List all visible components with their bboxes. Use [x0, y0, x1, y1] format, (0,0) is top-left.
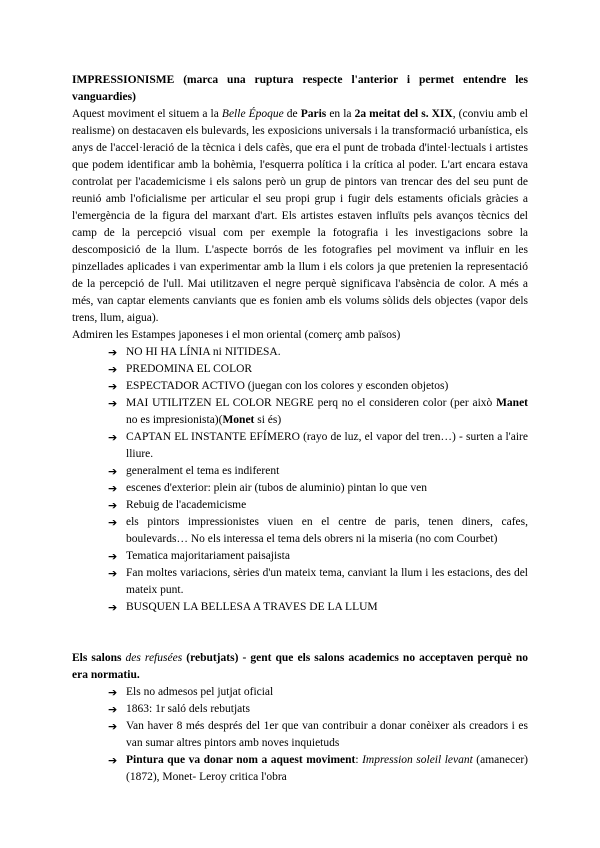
- list-item: [108, 752, 528, 786]
- list-item: [108, 514, 528, 548]
- list-item-text: els pintors impressionistes viuen en el centre de paris, tenen diners, cafes, boulevards… No els interessa el tema dels obrers ni la miseria (no com Courbet): [126, 516, 528, 545]
- list-item: [108, 480, 528, 497]
- arrow-icon: ➔: [108, 567, 118, 580]
- list-item: [108, 684, 528, 701]
- manet-term: Manet: [496, 397, 528, 409]
- arrow-icon: ➔: [108, 431, 118, 444]
- section-heading-impressionisme: IMPRESSIONISME (marca una ruptura respecte l'anterior i permet entendre les vanguardies): [72, 74, 528, 103]
- list-item-text: Fan moltes variacions, sèries d'un mateix tema, canviant la llum i les estacions, des del mateix punt.: [126, 567, 528, 596]
- impressionism-bullet-list: [72, 344, 528, 616]
- list-item: [108, 565, 528, 599]
- list-item-text: PREDOMINA EL COLOR: [126, 363, 253, 375]
- list-item: [108, 344, 528, 361]
- painting-title: Impression soleil levant: [362, 754, 473, 766]
- list-item: [108, 497, 528, 514]
- painting-label: Pintura que va donar nom a aquest moviment: [126, 754, 356, 766]
- document-page: [72, 72, 528, 786]
- list-item: [108, 701, 528, 718]
- belle-epoque-term: Belle Époque: [221, 108, 284, 120]
- intro-text: , (conviu amb el realisme) on destacaven els bulevards, les exposicions universals i la transformació urbanística, els anys de l'accel·leració de la tècnica i dels cafès, que era el punt de trobada d'intel·lectuals i artistes que podem identificar amb la bohèmia, l'esquerra política i la crítica al poder. L'art encara estava controlat per l'academicisme i els salons però un grup de pintors van trencar des del seu punt de reunió amb l'oficialisme per articular el seu propi grup i fugir dels estaments oficials gràcies a l'emergència de la figura del marxant d'art. Els artistes estaven influïts pels avanços tècnics del camp de la percepció visual com per exemple la fotografia i les investigacions sobre la descomposició de la llum. L'aspecte borrós de les fotografies pel moviment va influir en les pinzellades aplicades i van experimentar amb la llum i els colors ja que pretenien la representació de la percepció de l'ull. Mai utilitzaven el negre perquè significava l'absència de color. A més a més, van captar elements canviants que es fonien amb els volums sòlids dels objectes (vapor dels trens, llum, aigua).: [72, 108, 528, 324]
- arrow-icon: ➔: [108, 601, 118, 614]
- paris-term: Paris: [300, 108, 327, 120]
- list-item: [108, 395, 528, 429]
- refusees-term: des refusées: [125, 652, 183, 664]
- list-item-text: (amanecer)(1872), Monet- Leroy critica l'obra: [126, 754, 529, 783]
- intro-text: en la: [326, 108, 355, 120]
- list-item-text: :: [355, 754, 363, 766]
- arrow-icon: ➔: [108, 703, 118, 716]
- list-item: [108, 378, 528, 395]
- list-item-text: ESPECTADOR ACTIVO (juegan con los colores y esconden objetos): [126, 380, 449, 392]
- salons-bullet-list: [72, 684, 528, 786]
- list-item-text: CAPTAN EL INSTANTE EFÍMERO (rayo de luz, el vapor del tren…) - surten a l'aire lliure.: [126, 431, 528, 460]
- intro-text: de: [283, 108, 301, 120]
- arrow-icon: ➔: [108, 380, 118, 393]
- arrow-icon: ➔: [108, 499, 118, 512]
- list-item-text: MAI UTILITZEN EL COLOR NEGRE perq no el consideren color (per això: [126, 397, 497, 409]
- salons-heading-text: Els salons: [72, 652, 126, 664]
- admiren-line: Admiren les Estampes japoneses i el mon oriental (comerç amb països): [72, 329, 401, 341]
- arrow-icon: ➔: [108, 465, 118, 478]
- list-item: [108, 599, 528, 616]
- list-item-text: no es impresionista)(: [126, 414, 223, 426]
- list-item-text: BUSQUEN LA BELLESA A TRAVES DE LA LLUM: [126, 601, 378, 613]
- arrow-icon: ➔: [108, 686, 118, 699]
- list-item: [108, 718, 528, 752]
- section-heading-salons: [72, 650, 528, 684]
- list-item-text: Van haver 8 més després del 1er que van contribuir a donar conèixer als creadors i es van sumar altres pintors amb noves inquietuds: [126, 720, 528, 749]
- list-item-text: si és): [254, 414, 282, 426]
- arrow-icon: ➔: [108, 363, 118, 376]
- arrow-icon: ➔: [108, 550, 118, 563]
- list-item-text: 1863: 1r saló dels rebutjats: [126, 703, 250, 715]
- arrow-icon: ➔: [108, 482, 118, 495]
- list-item: [108, 463, 528, 480]
- list-item-text: Tematica majoritariament paisajista: [126, 550, 290, 562]
- intro-text: Aquest moviment el situem a la: [72, 108, 222, 120]
- list-item-text: escenes d'exterior: plein air (tubos de aluminio) pintan lo que ven: [126, 482, 427, 494]
- list-item-text: generalment el tema es indiferent: [126, 465, 280, 477]
- list-item-text: Rebuig de l'academicisme: [126, 499, 247, 511]
- section-spacer: [72, 616, 528, 650]
- list-item-text: NO HI HA LÍNIA ni NITIDESA.: [126, 346, 281, 358]
- list-item: [108, 361, 528, 378]
- list-item: [108, 548, 528, 565]
- monet-term: Monet: [222, 414, 255, 426]
- salons-heading-text: (rebutjats) - gent que els salons academics no acceptaven perquè no era normatiu.: [72, 652, 528, 681]
- list-item: [108, 429, 528, 463]
- arrow-icon: ➔: [108, 397, 118, 410]
- arrow-icon: ➔: [108, 346, 118, 359]
- arrow-icon: ➔: [108, 516, 118, 529]
- arrow-icon: ➔: [108, 754, 118, 767]
- list-item-text: Els no admesos pel jutjat oficial: [126, 686, 274, 698]
- century-term: 2a meitat del s. XIX: [354, 108, 453, 120]
- intro-paragraph: [72, 106, 528, 327]
- arrow-icon: ➔: [108, 720, 118, 733]
